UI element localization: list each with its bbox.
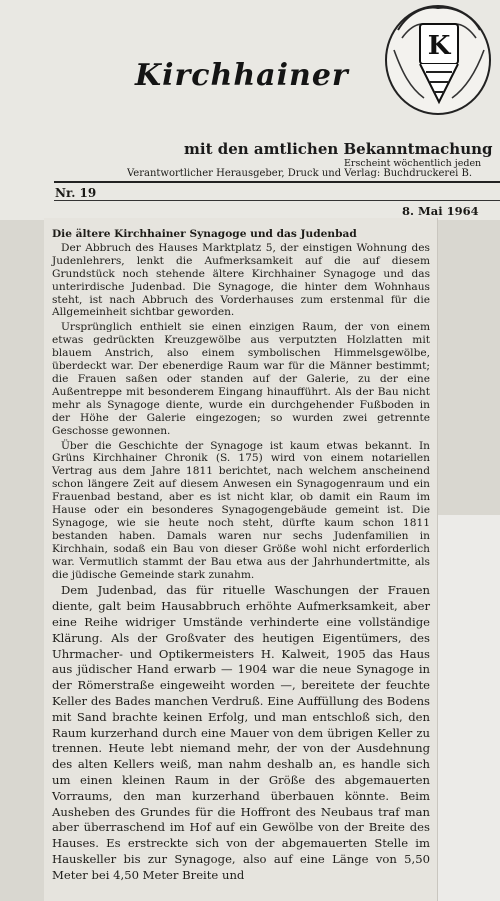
publisher-line: Verantwortlicher Herausgeber, Druck und Verlag: Buchdruckerei B.: [127, 168, 473, 179]
article-paragraph: Dem Judenbad, das für rituelle Waschungen der Frauen diente, galt beim Hausabbruch erhöhte Aufmerksamkeit, aber eine Reihe widriger Umstände verhinderte eine vollständige Klärung. Als der Großvater des heutigen Eigentümers, des Uhrmacher- und Optikermeisters H. Kalweit, 1905 das Haus aus jüdischer Hand erwarb — 1904 war die neue Synagoge in der Römerstraße eingeweiht worden —, bereitete der feuchte Keller des Bades manchen Verdruß. Eine Auffüllung des Bodens mit Sand brachte keinen Erfolg, und man entschloß sich, den Raum kurzerhand durch eine Mauer von dem übrigen Keller zu trennen. Heute lebt niemand mehr, der von der Ausdehnung des alten Kellers weiß, man nahm deshalb an, es handle sich um einen kleinen Raum in der Größe des abgemauerten Vorraums, den man kurzerhand überbauen könnte. Beim Ausheben des Grundes für die Hoffront des Neubaus traf man aber überraschend im Hof auf ein Gewölbe von der Breite des Hauses. Es erstreckte sich von der abgemauerten Stelle im Hauskeller bis zur Synagoge, also auf eine Länge von 5,50 Meter bei 4,50 Meter Breite und: [52, 583, 430, 882]
newspaper-subtitle: mit den amtlichen Bekanntmachung: [184, 140, 493, 158]
issue-date: 8. Mai 1964: [402, 204, 479, 218]
article-paragraph: Der Abbruch des Hauses Marktplatz 5, der einstigen Wohnung des Judenlehrers, lenkt die Aufmerksamkeit auf die auf diesem Grundstück noch stehende ältere Kirchhainer Synagoge und das unterirdische Judenbad. Die Synagoge, die hinter dem Wohnhaus steht, ist nach Abbruch des Vorderhauses zum erstenmal für die Allgemeinheit sichtbar geworden.: [52, 241, 430, 319]
issue-number: Nr. 19: [55, 186, 97, 200]
background-paper: [437, 515, 500, 901]
header-rule-lower: [54, 200, 500, 201]
article-title: Die ältere Kirchhainer Synagoge und das Judenbad: [52, 228, 357, 240]
publication-frequency: Erscheint wöchentlich jeden: [344, 158, 482, 169]
article: [52, 228, 430, 884]
newspaper-header: [0, 0, 500, 220]
article-paragraph: Über die Geschichte der Synagoge ist kaum etwas bekannt. In Grüns Kirchhainer Chronik (S. 175) wird von einem notariellen Vertrag aus dem Jahre 1811 berichtet, nach welchem anscheinend schon längere Zeit auf diesem Anwesen ein Synagogenraum und ein Frauenbad bestand, aber es ist nicht klar, ob damit ein Raum im Hause oder ein besonderes Synagogengebäude gemeint ist. Die Synagoge, wie sie heute noch steht, dürfte kaum schon 1811 bestanden haben. Damals waren nur sechs Judenfamilien in Kirchhain, sodaß ein Bau von dieser Größe wohl nicht erforderlich war. Vermutlich stammt der Bau etwa aus der Jahrhundertmitte, als die jüdische Gemeinde stark zunahm.: [52, 439, 430, 581]
coat-of-arms-icon: [380, 2, 498, 120]
newspaper-masthead: Kirchhainer: [135, 58, 349, 93]
article-paragraph: Ursprünglich enthielt sie einen einzigen Raum, der von einem etwas gedrückten Kreuzgewölbe aus verputzten Holzlatten mit blauem Anstrich, also einem symbolischen Himmelsgewölbe, überdeckt war. Der ebenerdige Raum war für die Männer bestimmt; die Frauen saßen oder standen auf der Galerie, zu der eine Außentreppe mit besonderem Eingang hinaufführt. Als der Bau nicht mehr als Synagoge diente, wurde ein durchgehender Fußboden in der Höhe der Galerie eingezogen; so wurden zwei getrennte Geschosse gewonnen.: [52, 321, 430, 437]
header-rule: [54, 181, 500, 183]
crest-letter: K: [427, 31, 451, 61]
